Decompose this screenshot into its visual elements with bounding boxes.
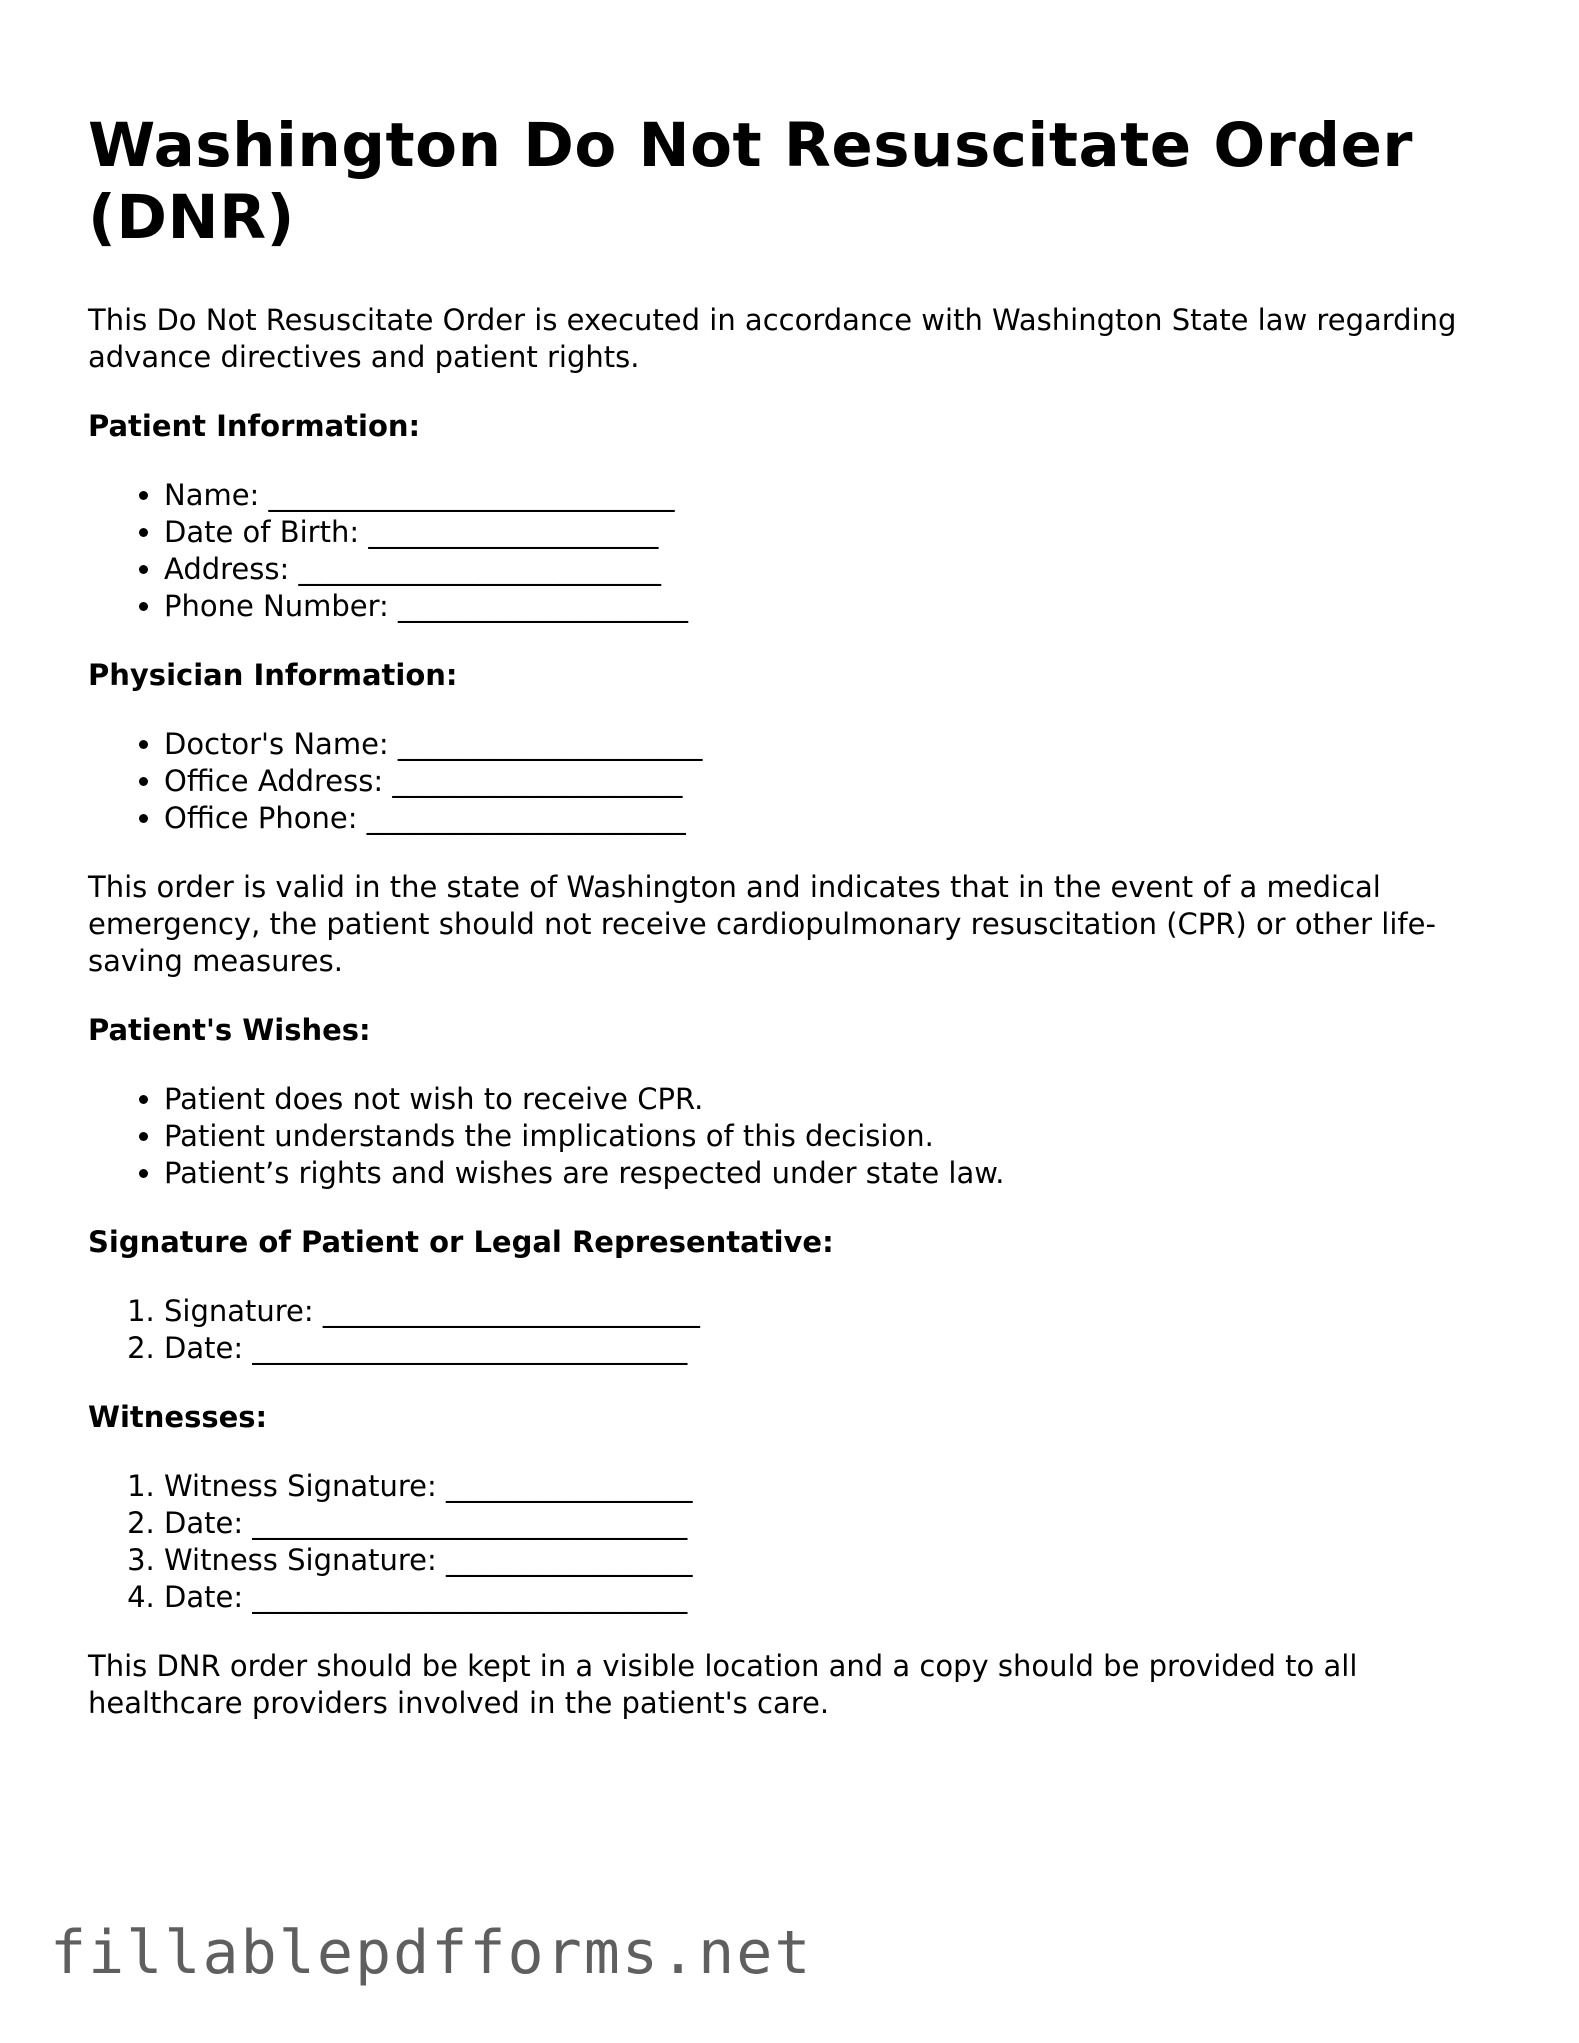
witness-signature-field: 1. Witness Signature: _________________ [164, 1468, 1508, 1505]
watermark: fillablepdfforms.net [50, 1918, 813, 1988]
witness-date-field: 4. Date: ______________________________ [164, 1579, 1508, 1616]
list-item: • Patient’s rights and wishes are respected under state law. [164, 1155, 1508, 1192]
signature-date-field: 2. Date: ______________________________ [164, 1330, 1508, 1367]
office-address-field: • Office Address: ____________________ [164, 763, 1508, 800]
patient-dob-field: • Date of Birth: ____________________ [164, 514, 1508, 551]
patient-info-list [88, 477, 1508, 625]
witnesses-list [88, 1468, 1508, 1616]
intro-paragraph: This Do Not Resuscitate Order is executed in accordance with Washington State law regarding advance directives and patient rights. [88, 303, 1457, 374]
physician-info-heading: Physician Information: [88, 658, 458, 692]
list-item: • Patient understands the implications of this decision. [164, 1118, 1508, 1155]
witness-date-field: 2. Date: ______________________________ [164, 1505, 1508, 1542]
signature-field: 1. Signature: __________________________ [164, 1293, 1508, 1330]
closing-paragraph: This DNR order should be kept in a visible location and a copy should be provided to all healthcare providers involved in the patient's care. [88, 1649, 1358, 1720]
signature-heading: Signature of Patient or Legal Representative: [88, 1225, 834, 1259]
document-title: Washington Do Not Resuscitate Order (DNR) [88, 110, 1413, 253]
patient-name-field: • Name: ____________________________ [164, 477, 1508, 514]
office-phone-field: • Office Phone: ______________________ [164, 800, 1508, 837]
list-item: • Patient does not wish to receive CPR. [164, 1081, 1508, 1118]
witness-signature-field: 3. Witness Signature: _________________ [164, 1542, 1508, 1579]
witnesses-heading: Witnesses: [88, 1400, 268, 1434]
patient-info-heading: Patient Information: [88, 409, 421, 443]
doctor-name-field: • Doctor's Name: _____________________ [164, 726, 1508, 763]
physician-info-list [88, 726, 1508, 837]
patient-wishes-list [88, 1081, 1508, 1192]
patient-address-field: • Address: _________________________ [164, 551, 1508, 588]
validity-paragraph: This order is valid in the state of Washington and indicates that in the event of a medical emergency, the patient should not receive cardiopulmonary resuscitation (CPR) or other life-saving measures. [88, 870, 1436, 978]
signature-list [88, 1293, 1508, 1367]
document-page [88, 110, 1508, 1754]
patient-phone-field: • Phone Number: ____________________ [164, 588, 1508, 625]
patient-wishes-heading: Patient's Wishes: [88, 1013, 371, 1047]
